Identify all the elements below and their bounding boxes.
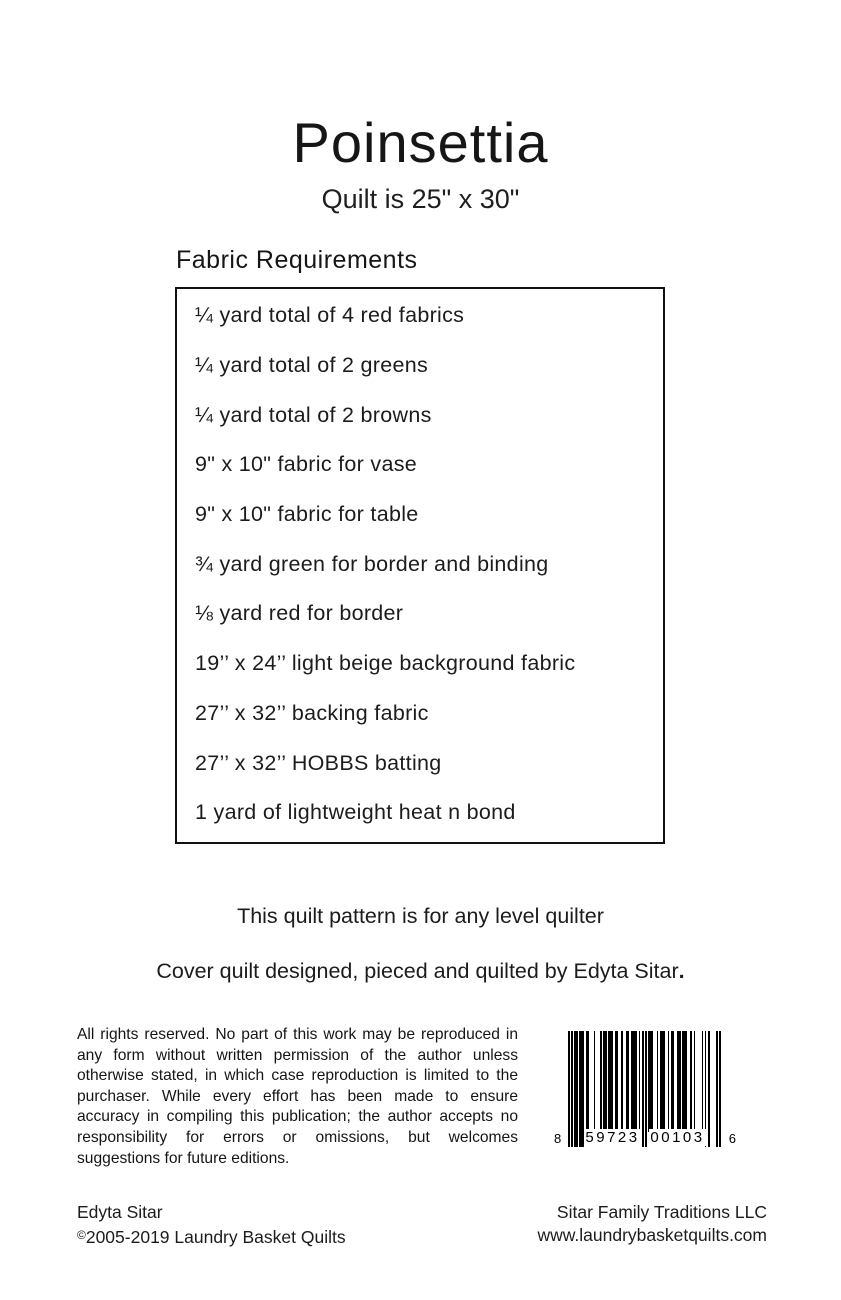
list-item: ¾ yard green for border and binding — [195, 551, 549, 576]
list-item: ¼ yard total of 4 red fabrics — [195, 303, 465, 328]
list-item: 19’’ x 24’’ light beige background fabric — [195, 651, 576, 676]
footer-company-name: Sitar Family Traditions LLC — [556, 1202, 767, 1222]
barcode-digits-left-group: 59723 — [585, 1129, 640, 1146]
list-item: ⅛ yard red for border — [195, 601, 404, 626]
footer-copyright-text: 2005-2019 Laundry Basket Quilts — [85, 1227, 346, 1247]
fabric-requirements-heading: Fabric Requirements — [176, 246, 418, 274]
barcode-digits-right-group: 00103 — [650, 1129, 705, 1146]
designer-credit-note — [0, 959, 841, 984]
list-item: 1 yard of lightweight heat n bond — [195, 800, 516, 825]
fabric-requirements-box — [175, 287, 665, 844]
list-item: 27’’ x 32’’ HOBBS batting — [195, 750, 442, 775]
list-item: ¼ yard total of 2 browns — [195, 402, 432, 427]
designer-credit-text: Cover quilt designed, pieced and quilted by Edyta Sitar — [156, 959, 679, 983]
barcode-module — [719, 1031, 721, 1147]
copyright-symbol: © — [77, 1228, 86, 1242]
list-item: 27’’ x 32’’ backing fabric — [195, 700, 429, 725]
fabric-requirements-list — [177, 289, 663, 838]
footer-website: www.laundrybasketquilts.com — [537, 1225, 767, 1245]
barcode-digit-right: 6 — [728, 1131, 736, 1146]
skill-level-note: This quilt pattern is for any level quilter — [237, 904, 604, 928]
page-title: Poinsettia — [292, 111, 549, 174]
copyright-legal-paragraph: All rights reserved. No part of this work may be reproduced in any form without written permission of the author unless otherwise stated, in which case reproduction is limited to the purchaser. While every effort has been made to ensure accuracy in compiling this publication; the author accepts no responsibility for errors or omissions, but welcomes suggestions for future editions. — [77, 1026, 518, 1167]
footer-company-block — [537, 1201, 767, 1247]
footer-author-name: Edyta Sitar — [77, 1202, 163, 1222]
footer-author-block — [77, 1201, 346, 1249]
list-item: 9" x 10" fabric for table — [195, 502, 419, 527]
footer-copyright-line — [77, 1224, 346, 1249]
upc-barcode — [554, 1031, 736, 1153]
list-item: ¼ yard total of 2 greens — [195, 353, 429, 378]
list-item: 9" x 10" fabric for vase — [195, 452, 418, 477]
quilt-size-subtitle: Quilt is 25" x 30" — [321, 184, 520, 214]
designer-credit-period: . — [678, 959, 685, 983]
barcode-digit-left: 8 — [554, 1131, 562, 1146]
